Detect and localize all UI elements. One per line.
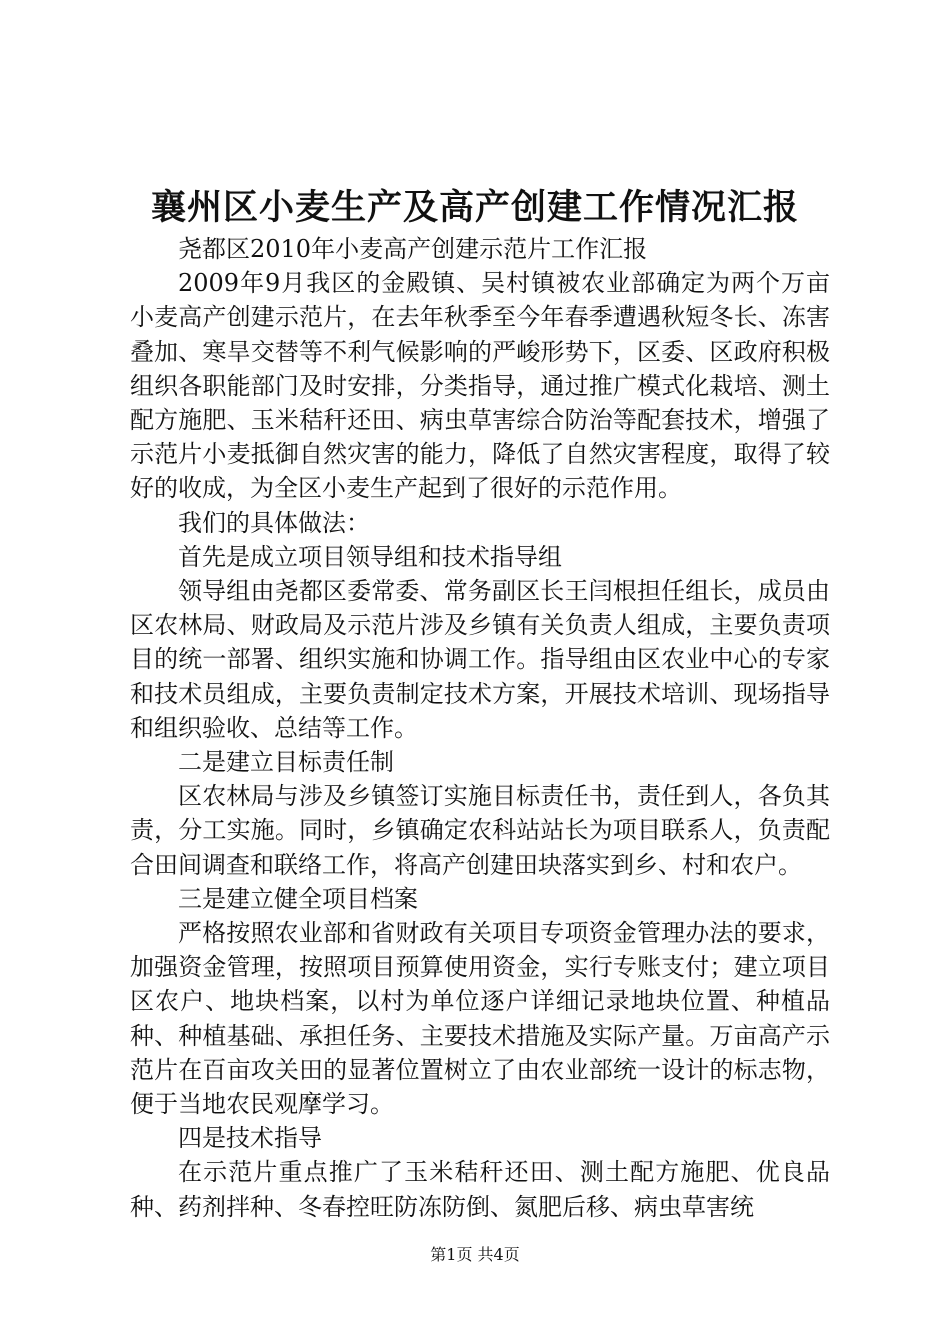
page-number: 第1页: [430, 1245, 473, 1264]
body-paragraph: 领导组由尧都区委常委、常务副区长王闫根担任组长，成员由区农林局、财政局及示范片涉及乡镇有关负责人组成，主要负责项目的统一部署、组织实施和协调工作。指导组由区农业中心的专家和技术员组成，主要负责制定技术方案，开展技术培训、现场指导和组织验收、总结等工作。: [130, 577, 830, 742]
section-heading: 二是建立目标责任制: [178, 748, 394, 777]
section-heading: 我们的具体做法：: [178, 508, 370, 537]
intro-paragraph: 2009年9月我区的金殿镇、吴村镇被农业部确定为两个万亩小麦高产创建示范片，在去年秋季至今年春季遭遇秋短冬长、冻害叠加、寒旱交替等不利气候影响的严峻形势下，区委、区政府积极组织各职能部门及时安排，分类指导，通过推广模式化栽培、测土配方施肥、玉米秸秆还田、病虫草害综合防治等配套技术，增强了示范片小麦抵御自然灾害的能力，降低了自然灾害程度，取得了较好的收成，为全区小麦生产起到了很好的示范作用。: [130, 269, 830, 503]
section-heading: 四是技术指导: [178, 1124, 322, 1153]
body-paragraph: 严格按照农业部和省财政有关项目专项资金管理办法的要求，加强资金管理，按照项目预算使用资金，实行专账支付；建立项目区农户、地块档案，以村为单位逐户详细记录地块位置、种植品种、种植基础、承担任务、主要技术措施及实际产量。万亩高产示范片在百亩攻关田的显著位置树立了由农业部统一设计的标志物，便于当地农民观摩学习。: [130, 919, 830, 1119]
subtitle-paragraph: 尧都区2010年小麦高产创建示范片工作汇报: [178, 235, 648, 263]
section-heading: 三是建立健全项目档案: [178, 884, 418, 913]
body-paragraph: 区农林局与涉及乡镇签订实施目标责任书，责任到人，各负其责，分工实施。同时，乡镇确定农科站站长为项目联系人，负责配合田间调查和联络工作，将高产创建田块落实到乡、村和农户。: [130, 782, 830, 879]
document-body: [130, 232, 830, 1224]
body-paragraph: 在示范片重点推广了玉米秸秆还田、测土配方施肥、优良品种、药剂拌种、冬春控旺防冻防倒、氮肥后移、病虫草害统: [130, 1158, 830, 1221]
section-heading: 首先是成立项目领导组和技术指导组: [178, 542, 562, 571]
document-title: 襄州区小麦生产及高产创建工作情况汇报: [150, 187, 799, 228]
page-footer: [0, 1244, 950, 1266]
page-total: 共4页: [477, 1245, 520, 1264]
